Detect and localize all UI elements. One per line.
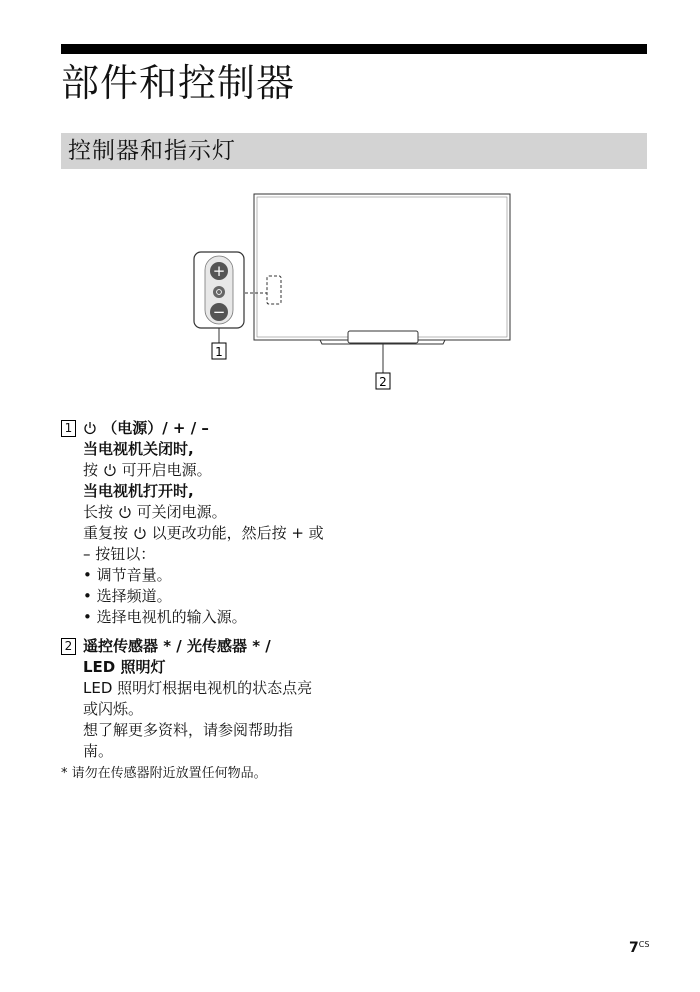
item-1-line-5-pre: 重复按	[83, 524, 129, 542]
item-2-line-3: 想了解更多资料，请参阅帮助指	[83, 721, 294, 739]
power-icon	[83, 421, 97, 435]
footnote: * 请勿在传感器附近放置任何物品。	[61, 766, 267, 781]
page-number	[629, 940, 649, 956]
item-1	[61, 418, 361, 628]
page-title: 部件和控制器	[61, 61, 296, 105]
callout-2-label: 2	[379, 375, 387, 389]
tv-screen	[254, 194, 510, 340]
item-1-line-4-post: 可关闭电源。	[136, 503, 227, 521]
item-1-line-4-pre: 长按	[83, 503, 114, 521]
power-button	[213, 286, 225, 298]
item-1-bullet-1: • 调节音量。	[83, 566, 172, 584]
item-1-line-4	[83, 502, 361, 523]
item-2-heading-1: 遥控传感器 * / 光传感器 * /	[83, 637, 271, 655]
item-1-bullet-3: • 选择电视机的输入源。	[83, 608, 247, 626]
item-1-line-5-post: 以更改功能，然后按 + 或	[151, 524, 324, 542]
power-icon	[133, 526, 147, 540]
section-title: 控制器和指示灯	[68, 138, 236, 164]
item-1-heading	[83, 418, 361, 439]
tv-diagram	[185, 188, 545, 398]
item-2	[61, 636, 361, 762]
item-2-line-2: 或闪烁。	[83, 700, 144, 718]
item-1-line-2-post: 可开启电源。	[121, 461, 212, 479]
page-number-value: 7	[629, 940, 639, 956]
item-1-bullet-2: • 选择频道。	[83, 587, 172, 605]
top-rule	[61, 44, 647, 54]
item-1-line-5	[83, 523, 361, 544]
plus-button-label: +	[212, 262, 226, 280]
page-number-suffix: CS	[638, 940, 650, 949]
item-1-line-2-pre: 按	[83, 461, 99, 479]
tv-stand-base	[348, 331, 418, 343]
items-list	[61, 418, 361, 762]
item-2-line-1: LED 照明灯根据电视机的状态点亮	[83, 679, 313, 697]
item-1-line-2	[83, 460, 361, 481]
power-icon	[103, 463, 117, 477]
item-1-line-6: – 按钮以：	[83, 545, 156, 563]
item-1-line-1: 当电视机关闭时,	[83, 440, 194, 458]
item-2-line-4: 南。	[83, 742, 114, 760]
item-1-line-3: 当电视机打开时,	[83, 482, 194, 500]
item-2-number: 2	[61, 638, 76, 655]
item-2-heading-2: LED 照明灯	[83, 658, 166, 676]
power-icon	[118, 505, 132, 519]
callout-1-label: 1	[215, 345, 223, 359]
minus-button-label: −	[212, 303, 226, 321]
item-1-number: 1	[61, 420, 76, 437]
item-1-heading-text: （电源）/ + / –	[102, 419, 209, 437]
